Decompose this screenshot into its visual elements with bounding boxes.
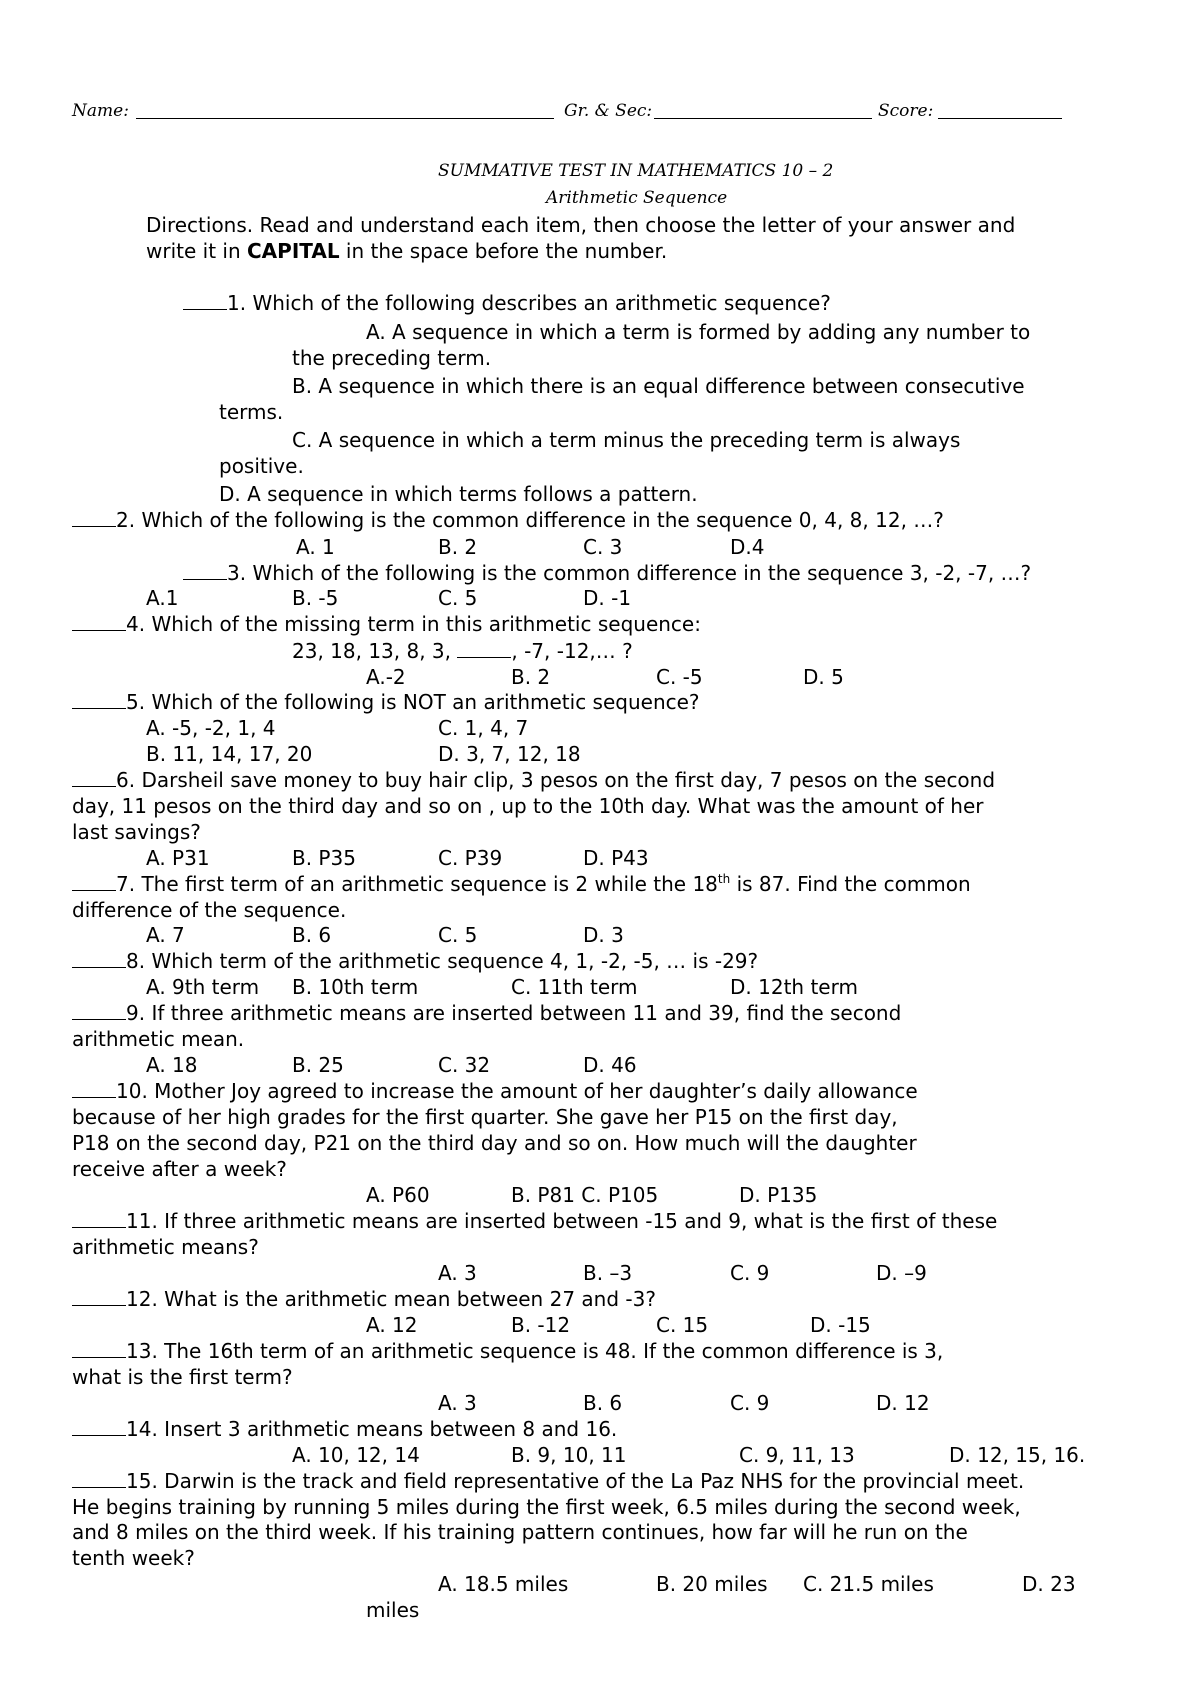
grade-section-label: Gr. & Sec: xyxy=(564,101,653,121)
q14-option-a: A. 10, 12, 14 xyxy=(292,1443,420,1467)
question-6 xyxy=(72,768,995,792)
question-text: 10. Mother Joy agreed to increase the amount of her daughter’s daily allowance xyxy=(116,1079,918,1103)
directions-text: write it in xyxy=(146,239,247,263)
question-13-cont: what is the first term? xyxy=(72,1365,293,1389)
answer-blank[interactable] xyxy=(72,1079,116,1098)
q6-option-a: A. P31 xyxy=(146,846,210,870)
test-subtitle: Arithmetic Sequence xyxy=(546,188,728,208)
q10-option-d: D. P135 xyxy=(739,1183,818,1207)
q13-option-c: C. 9 xyxy=(730,1391,770,1415)
q3-option-a: A.1 xyxy=(146,586,179,610)
question-15-cont: He begins training by running 5 miles during the first week, 6.5 miles during the second week, xyxy=(72,1495,1021,1519)
q1-option-d: D. A sequence in which terms follows a pattern. xyxy=(219,482,698,506)
question-text: 4. Which of the missing term in this arithmetic sequence: xyxy=(126,612,701,636)
answer-blank[interactable] xyxy=(72,690,126,709)
q9-option-a: A. 18 xyxy=(146,1053,198,1077)
q7-option-d: D. 3 xyxy=(583,923,624,947)
missing-term-blank xyxy=(457,639,511,658)
question-6-cont: day, 11 pesos on the third day and so on , up to the 10th day. What was the amount of her xyxy=(72,794,984,818)
q2-option-d: D.4 xyxy=(730,535,765,559)
q7-option-a: A. 7 xyxy=(146,923,185,947)
q5-option-c: C. 1, 4, 7 xyxy=(438,716,529,740)
question-5 xyxy=(72,690,700,714)
answer-blank[interactable] xyxy=(72,612,126,631)
q13-option-d: D. 12 xyxy=(876,1391,930,1415)
answer-blank[interactable] xyxy=(72,1339,126,1358)
question-10-cont: P18 on the second day, P21 on the third day and so on. How much will the daughter xyxy=(72,1131,917,1155)
q8-option-c: C. 11th term xyxy=(511,975,638,999)
q15-option-b: B. 20 miles xyxy=(656,1572,768,1596)
question-13 xyxy=(72,1339,943,1363)
q3-option-d: D. -1 xyxy=(583,586,632,610)
question-text: 11. If three arithmetic means are inserted between -15 and 9, what is the first of these xyxy=(126,1209,998,1233)
question-8 xyxy=(72,949,758,973)
directions-capital: CAPITAL xyxy=(247,239,340,263)
question-text: 13. The 16th term of an arithmetic sequence is 48. If the common difference is 3, xyxy=(126,1339,944,1363)
q9-option-b: B. 25 xyxy=(292,1053,344,1077)
q5-option-a: A. -5, -2, 1, 4 xyxy=(146,716,276,740)
directions-line-1: Directions. Read and understand each item, then choose the letter of your answer and xyxy=(146,213,1016,237)
q3-option-c: C. 5 xyxy=(438,586,478,610)
sequence-text: , -7, -12,… ? xyxy=(511,639,633,663)
score-field[interactable] xyxy=(938,118,1062,119)
score-label: Score: xyxy=(878,101,934,121)
q14-option-d: D. 12, 15, 16. xyxy=(949,1443,1086,1467)
q3-option-b: B. -5 xyxy=(292,586,339,610)
question-12 xyxy=(72,1287,656,1311)
question-14 xyxy=(72,1417,617,1441)
answer-blank[interactable] xyxy=(183,291,227,310)
answer-blank[interactable] xyxy=(72,1287,126,1306)
q6-option-c: C. P39 xyxy=(438,846,503,870)
q10-option-a: A. P60 xyxy=(366,1183,430,1207)
answer-blank[interactable] xyxy=(72,1469,126,1488)
question-text: 3. Which of the following is the common difference in the sequence 3, -2, -7, …? xyxy=(227,561,1032,585)
q8-option-a: A. 9th term xyxy=(146,975,260,999)
q8-option-d: D. 12th term xyxy=(730,975,858,999)
question-text: 7. The first term of an arithmetic sequence is 2 while the 18 xyxy=(116,872,718,896)
q1-option-a: A. A sequence in which a term is formed by adding any number to xyxy=(366,320,1031,344)
question-11 xyxy=(72,1209,997,1233)
q13-option-b: B. 6 xyxy=(583,1391,623,1415)
q12-option-b: B. -12 xyxy=(511,1313,571,1337)
q7-option-b: B. 6 xyxy=(292,923,332,947)
question-text: 5. Which of the following is NOT an arithmetic sequence? xyxy=(126,690,700,714)
question-text: 9. If three arithmetic means are inserted between 11 and 39, find the second xyxy=(126,1001,902,1025)
answer-blank[interactable] xyxy=(72,1209,126,1228)
q15-option-c: C. 21.5 miles xyxy=(803,1572,934,1596)
answer-blank[interactable] xyxy=(72,768,116,787)
q4-option-b: B. 2 xyxy=(511,665,551,689)
q14-option-c: C. 9, 11, 13 xyxy=(739,1443,855,1467)
q1-option-b: B. A sequence in which there is an equal difference between consecutive xyxy=(292,374,1025,398)
q15-option-a: A. 18.5 miles xyxy=(438,1572,569,1596)
answer-blank[interactable] xyxy=(183,561,227,580)
q1-option-b-cont: terms. xyxy=(219,400,284,424)
q1-option-a-cont: the preceding term. xyxy=(292,346,492,370)
q7-option-c: C. 5 xyxy=(438,923,478,947)
q14-option-b: B. 9, 10, 11 xyxy=(511,1443,627,1467)
answer-blank[interactable] xyxy=(72,949,126,968)
question-11-cont: arithmetic means? xyxy=(72,1235,259,1259)
q15-option-d-cont: miles xyxy=(366,1598,420,1622)
question-text: 8. Which term of the arithmetic sequence 4, 1, -2, -5, … is -29? xyxy=(126,949,759,973)
q10-option-bc: B. P81 C. P105 xyxy=(511,1183,659,1207)
question-15 xyxy=(72,1469,1024,1493)
q12-option-a: A. 12 xyxy=(366,1313,418,1337)
answer-blank[interactable] xyxy=(72,1001,126,1020)
question-15-cont: and 8 miles on the third week. If his training pattern continues, how far will he run on the xyxy=(72,1520,968,1544)
q9-option-d: D. 46 xyxy=(583,1053,637,1077)
directions-line-2 xyxy=(146,239,667,263)
q4-option-d: D. 5 xyxy=(803,665,844,689)
question-3 xyxy=(183,561,1031,585)
q15-option-d: D. 23 xyxy=(1022,1572,1076,1596)
answer-blank[interactable] xyxy=(72,872,116,891)
question-text: 2. Which of the following is the common difference in the sequence 0, 4, 8, 12, …? xyxy=(116,508,944,532)
q8-option-b: B. 10th term xyxy=(292,975,419,999)
question-6-cont: last savings? xyxy=(72,820,201,844)
q4-option-c: C. -5 xyxy=(656,665,703,689)
question-15-cont: tenth week? xyxy=(72,1546,195,1570)
q11-option-c: C. 9 xyxy=(730,1261,770,1285)
question-9-cont: arithmetic mean. xyxy=(72,1027,245,1051)
q1-option-c-cont: positive. xyxy=(219,454,304,478)
q2-option-c: C. 3 xyxy=(583,535,623,559)
q5-option-b: B. 11, 14, 17, 20 xyxy=(146,742,313,766)
q6-option-b: B. P35 xyxy=(292,846,356,870)
question-text: 15. Darwin is the track and field representative of the La Paz NHS for the provincial meet. xyxy=(126,1469,1025,1493)
q1-option-c: C. A sequence in which a term minus the preceding term is always xyxy=(292,428,961,452)
name-field[interactable] xyxy=(136,118,554,119)
question-2 xyxy=(72,508,944,532)
q5-option-d: D. 3, 7, 12, 18 xyxy=(438,742,581,766)
question-4 xyxy=(72,612,701,636)
question-10-cont: receive after a week? xyxy=(72,1157,287,1181)
q9-option-c: C. 32 xyxy=(438,1053,491,1077)
q12-option-c: C. 15 xyxy=(656,1313,709,1337)
q6-option-d: D. P43 xyxy=(583,846,649,870)
question-text: 6. Darsheil save money to buy hair clip, 3 pesos on the first day, 7 pesos on the second xyxy=(116,768,996,792)
answer-blank[interactable] xyxy=(72,508,116,527)
question-1 xyxy=(183,291,831,315)
question-7 xyxy=(72,872,971,896)
q4-option-a: A.-2 xyxy=(366,665,406,689)
sequence-text: 23, 18, 13, 8, 3, xyxy=(292,639,458,663)
question-text: is 87. Find the common xyxy=(730,872,971,896)
question-10-cont: because of her high grades for the first quarter. She gave her P15 on the first day, xyxy=(72,1105,898,1129)
q4-sequence xyxy=(292,639,633,663)
question-9 xyxy=(72,1001,901,1025)
grade-section-field[interactable] xyxy=(654,118,872,119)
answer-blank[interactable] xyxy=(72,1417,126,1436)
q11-option-d: D. –9 xyxy=(876,1261,927,1285)
test-title: SUMMATIVE TEST IN MATHEMATICS 10 – 2 xyxy=(438,161,834,181)
question-7-cont: difference of the sequence. xyxy=(72,898,347,922)
question-text: 12. What is the arithmetic mean between 27 and -3? xyxy=(126,1287,656,1311)
question-text: 1. Which of the following describes an arithmetic sequence? xyxy=(227,291,831,315)
question-10 xyxy=(72,1079,918,1103)
q2-option-a: A. 1 xyxy=(296,535,335,559)
ordinal-suffix: th xyxy=(717,872,731,886)
name-label: Name: xyxy=(72,101,129,121)
directions-text: in the space before the number. xyxy=(339,239,668,263)
q11-option-b: B. –3 xyxy=(583,1261,633,1285)
q11-option-a: A. 3 xyxy=(438,1261,477,1285)
q13-option-a: A. 3 xyxy=(438,1391,477,1415)
q12-option-d: D. -15 xyxy=(810,1313,871,1337)
q2-option-b: B. 2 xyxy=(438,535,478,559)
question-text: 14. Insert 3 arithmetic means between 8 and 16. xyxy=(126,1417,618,1441)
